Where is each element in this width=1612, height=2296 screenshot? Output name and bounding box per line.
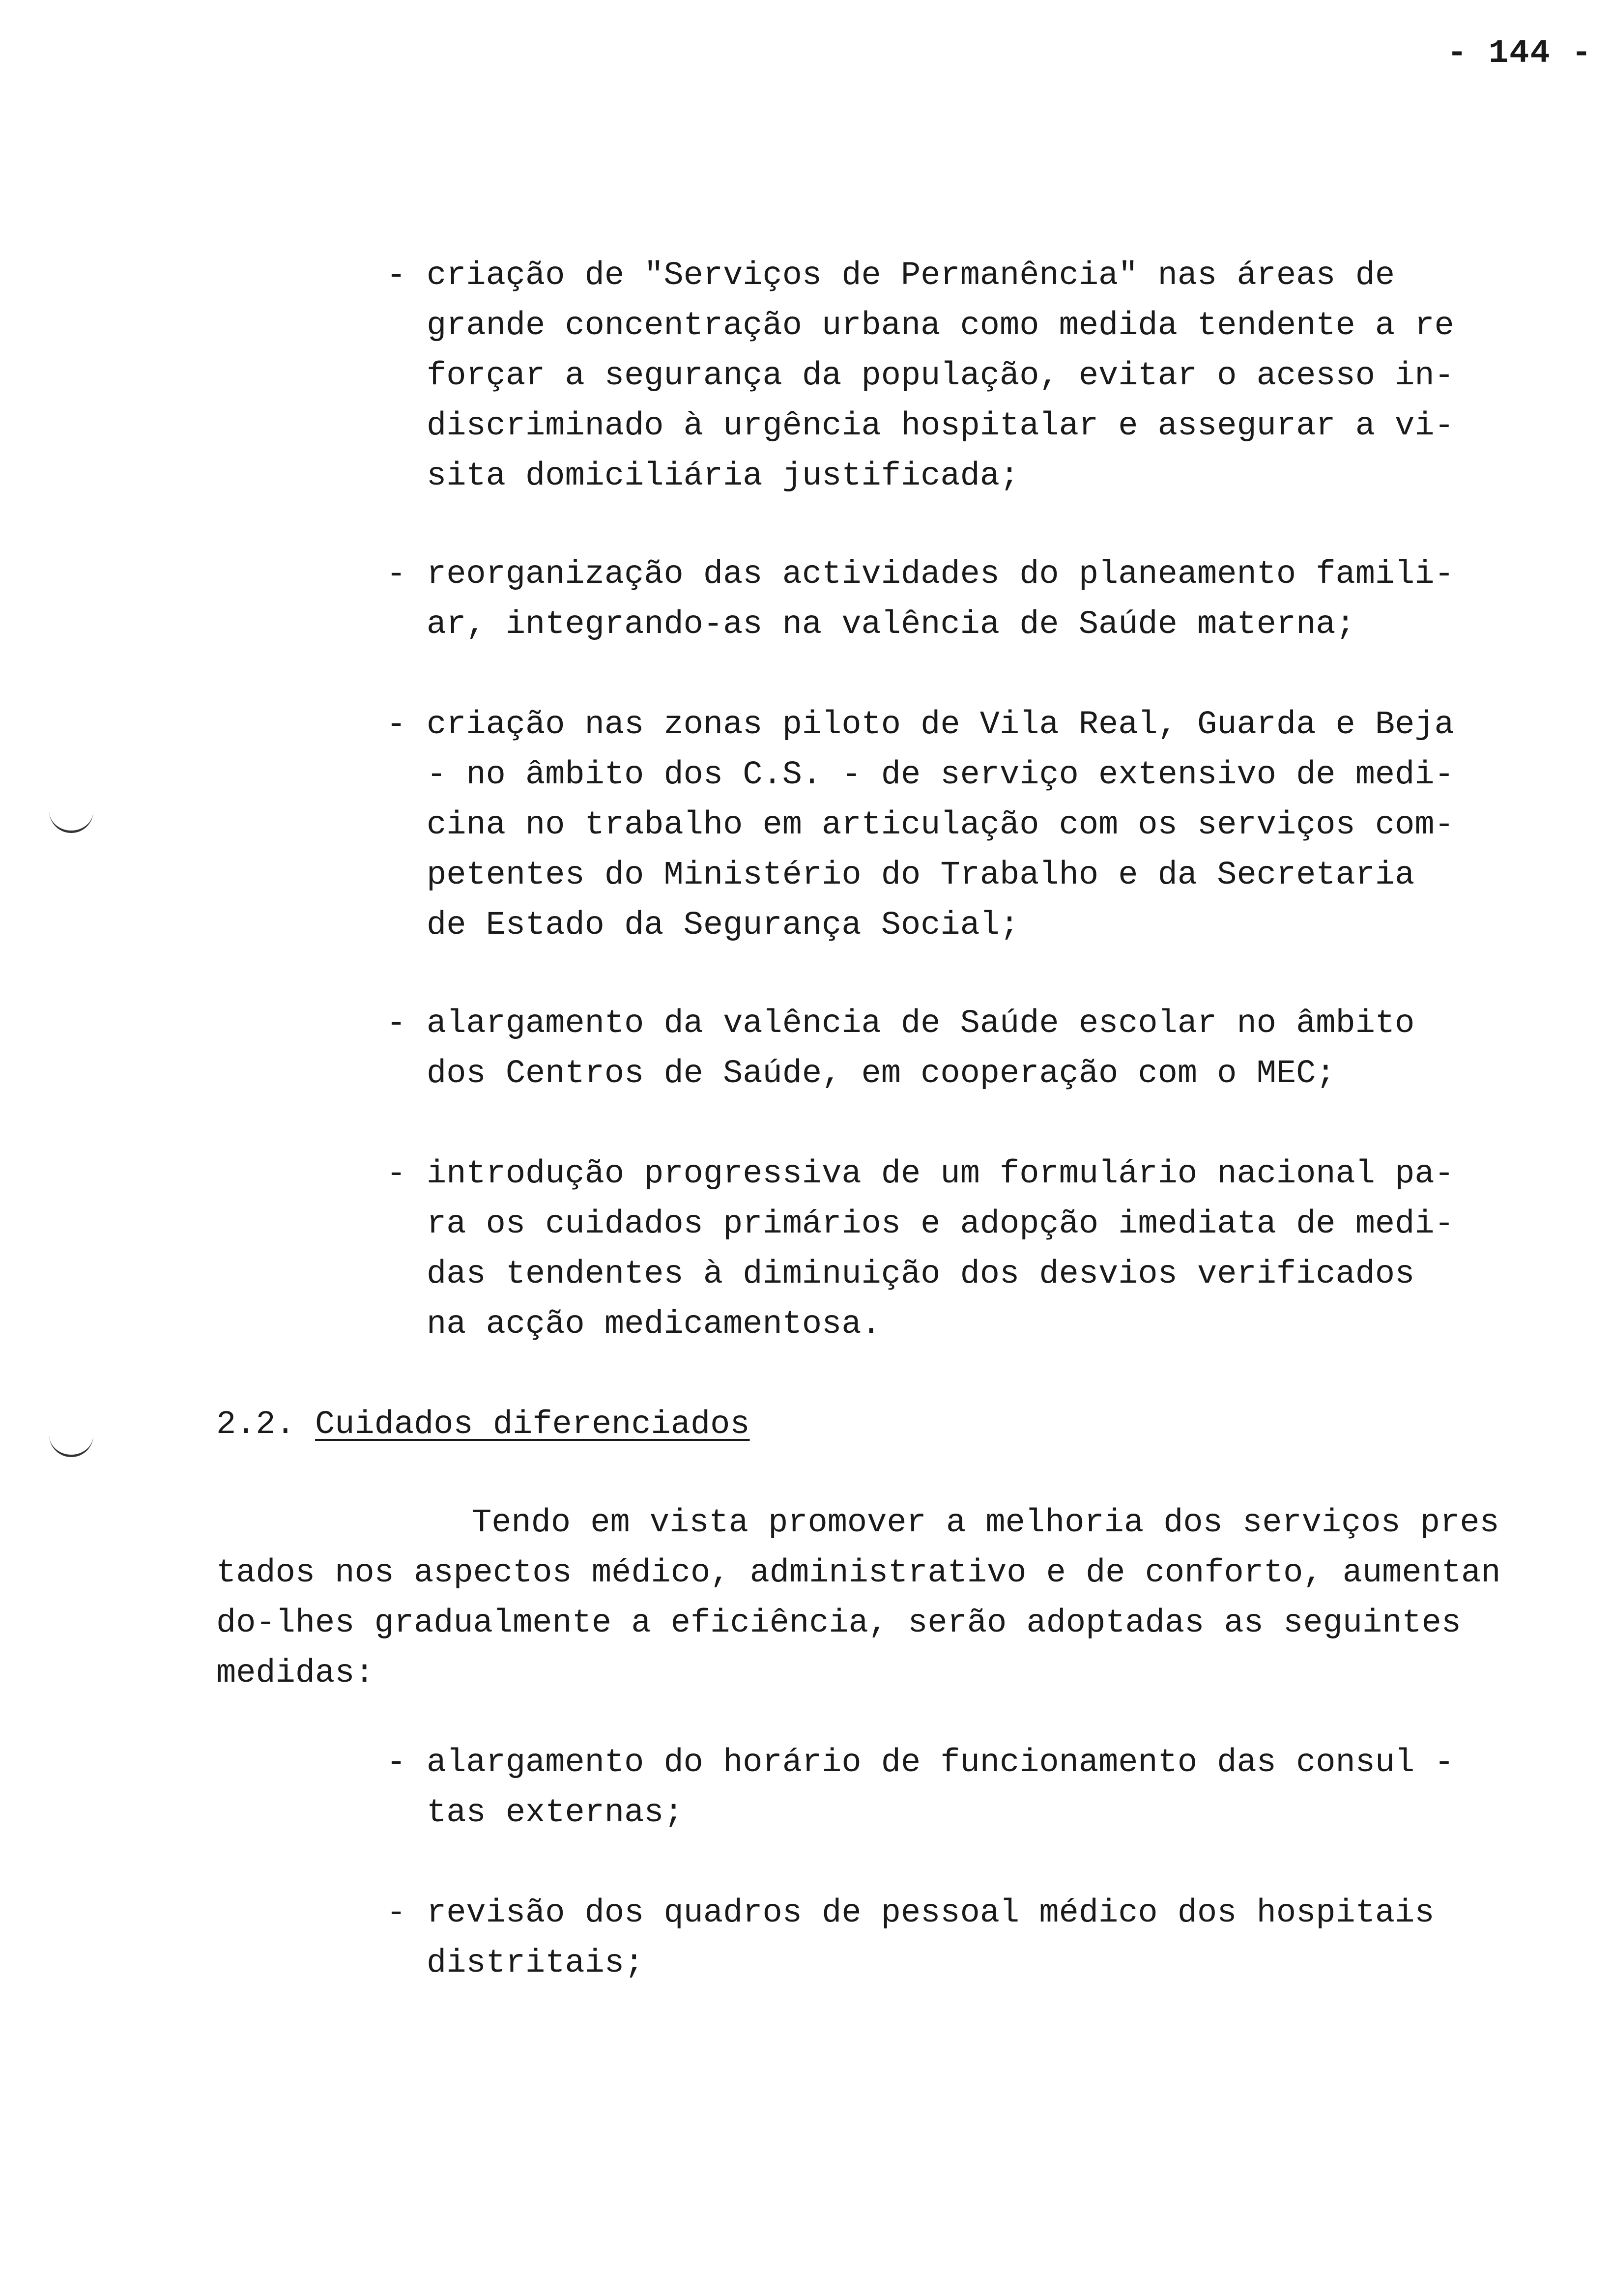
text-line: alargamento do horário de funcionamento das consul -: [427, 1744, 1454, 1781]
text-line: introdução progressiva de um formulário nacional pa-: [427, 1155, 1454, 1193]
text-line: ar, integrando-as na valência de Saúde materna;: [427, 606, 1355, 643]
text-line: grande concentração urbana como medida tendente a re: [427, 307, 1454, 344]
list-item-text: [427, 700, 1537, 950]
text-line: - no âmbito dos C.S. - de serviço extensivo de medi-: [427, 756, 1454, 794]
section-number: 2.2.: [216, 1406, 295, 1443]
text-line: revisão dos quadros de pessoal médico dos hospitais: [427, 1894, 1435, 1932]
text-line: petentes do Ministério do Trabalho e da Secretaria: [427, 857, 1415, 894]
punch-hole-mark: [49, 1435, 93, 1457]
list-item: [386, 549, 1537, 650]
text-line: criação nas zonas piloto de Vila Real, Guarda e Beja: [427, 706, 1454, 744]
list-item: [386, 999, 1537, 1099]
text-line: discriminado à urgência hospitalar e assegurar a vi-: [427, 407, 1454, 445]
text-line: alargamento da valência de Saúde escolar no âmbito: [427, 1005, 1415, 1042]
bullet-dash: -: [386, 1005, 406, 1042]
list-item-text: [427, 999, 1537, 1099]
text-line: das tendentes à diminuição dos desvios verificados: [427, 1256, 1415, 1293]
text-line: ra os cuidados primários e adopção imediata de medi-: [427, 1205, 1454, 1243]
text-line: forçar a segurança da população, evitar o acesso in-: [427, 357, 1454, 395]
bullet-dash: -: [386, 1894, 406, 1932]
bullet-dash: -: [386, 257, 406, 294]
text-line: distritais;: [427, 1945, 644, 1982]
list-item: [386, 1738, 1537, 1838]
text-line: reorganização das actividades do planeamento famili-: [427, 556, 1454, 593]
list-item: [386, 1149, 1537, 1349]
list-item-text: [427, 1149, 1537, 1349]
text-line: cina no trabalho em articulação com os serviços com-: [427, 806, 1454, 844]
text-line: medidas:: [216, 1655, 374, 1692]
text-line: Tendo em vista promover a melhoria dos serviços pres: [472, 1504, 1499, 1542]
text-line: de Estado da Segurança Social;: [427, 907, 1020, 944]
text-line: tas externas;: [427, 1794, 684, 1832]
bullet-dash: -: [386, 1744, 406, 1781]
text-line: do-lhes gradualmente a eficiência, serão adoptadas as seguintes: [216, 1605, 1462, 1642]
body-paragraph: [216, 1498, 1583, 1698]
list-item-text: [427, 549, 1537, 650]
list-item: [386, 251, 1537, 501]
punch-hole-mark: [49, 811, 93, 833]
section-title: Cuidados diferenciados: [315, 1406, 750, 1443]
text-line: tados nos aspectos médico, administrativo e de conforto, aumentan: [216, 1554, 1501, 1592]
bullet-dash: -: [386, 706, 406, 744]
list-item-text: [427, 1738, 1537, 1838]
text-line: criação de "Serviços de Permanência" nas áreas de: [427, 257, 1395, 294]
section-heading: [216, 1400, 750, 1450]
list-item: [386, 700, 1537, 950]
text-line: dos Centros de Saúde, em cooperação com o MEC;: [427, 1055, 1336, 1092]
page-number: - 144 -: [1447, 35, 1592, 72]
list-item: [386, 1888, 1537, 1988]
text-line: sita domiciliária justificada;: [427, 458, 1020, 495]
bullet-dash: -: [386, 556, 406, 593]
list-item-text: [427, 1888, 1537, 1988]
text-line: na acção medicamentosa.: [427, 1306, 881, 1343]
bullet-dash: -: [386, 1155, 406, 1193]
list-item-text: [427, 251, 1537, 501]
